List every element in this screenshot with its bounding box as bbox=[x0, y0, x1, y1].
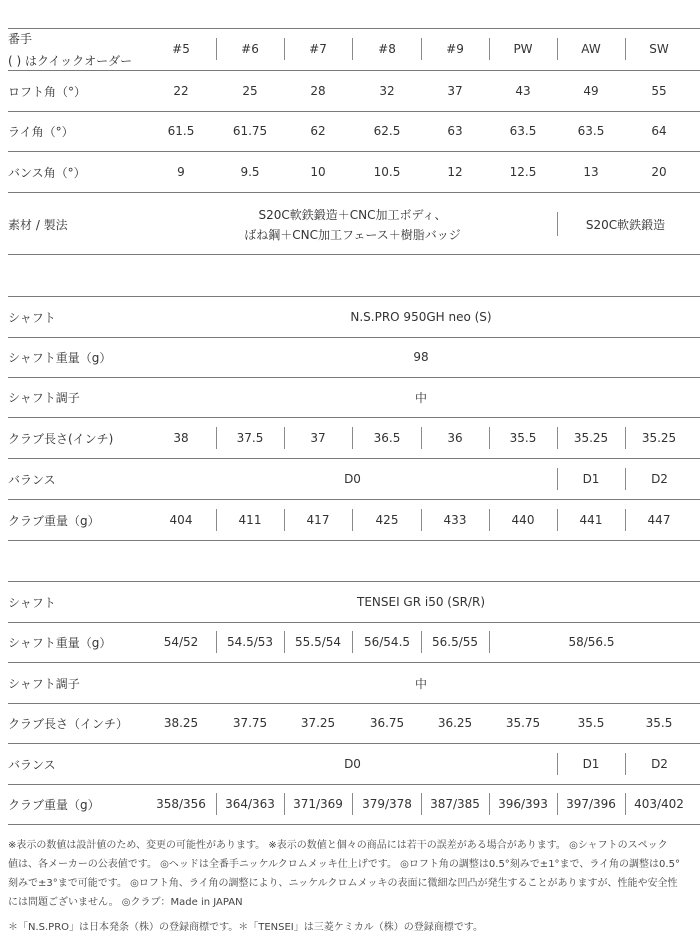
club-weight: 425 bbox=[375, 513, 399, 527]
column-header: #8 bbox=[378, 42, 396, 56]
material-body-line1: S20C軟鉄鍛造＋CNC加工ボディ、 bbox=[258, 207, 447, 222]
club-length: 35.25 bbox=[573, 431, 609, 445]
shaft-flex: 中 bbox=[414, 676, 427, 691]
column-divider bbox=[625, 427, 626, 449]
column-divider bbox=[284, 793, 285, 815]
balance-main: D0 bbox=[344, 757, 361, 771]
column-divider bbox=[216, 427, 217, 449]
lie-value: 61.75 bbox=[232, 124, 268, 138]
shaft-weight-wedge: 58/56.5 bbox=[568, 635, 615, 649]
row-divider bbox=[8, 417, 700, 418]
bounce-value: 9 bbox=[177, 165, 185, 179]
row-label: 素材 / 製法 bbox=[8, 218, 68, 232]
lie-value: 62 bbox=[310, 124, 326, 138]
row-divider bbox=[8, 743, 700, 744]
column-divider bbox=[557, 427, 558, 449]
row-label: ライ角（°） bbox=[8, 125, 74, 139]
column-divider bbox=[421, 427, 422, 449]
club-length: 35.5 bbox=[577, 716, 605, 730]
shaft-weight: 55.5/54 bbox=[294, 635, 342, 649]
column-divider bbox=[421, 793, 422, 815]
club-weight: 417 bbox=[306, 513, 330, 527]
row-divider bbox=[8, 581, 700, 582]
row-label: シャフト調子 bbox=[8, 391, 80, 405]
column-divider bbox=[557, 793, 558, 815]
club-length: 35.5 bbox=[645, 716, 673, 730]
column-header: #6 bbox=[241, 42, 259, 56]
club-weight: 447 bbox=[647, 513, 671, 527]
club-weight: 404 bbox=[169, 513, 193, 527]
column-divider bbox=[489, 427, 490, 449]
club-weight: 396/393 bbox=[498, 797, 548, 811]
note-line: には問題ございません。 ◎クラブ：Made in JAPAN bbox=[8, 897, 243, 908]
column-divider bbox=[284, 38, 285, 60]
loft-value: 25 bbox=[242, 84, 258, 98]
row-divider bbox=[8, 111, 700, 112]
row-divider bbox=[8, 622, 700, 623]
row-divider bbox=[8, 192, 700, 193]
shaft-weight: 54/52 bbox=[163, 635, 199, 649]
column-divider bbox=[216, 793, 217, 815]
column-divider bbox=[625, 793, 626, 815]
lie-value: 64 bbox=[651, 124, 667, 138]
row-divider bbox=[8, 151, 700, 152]
column-divider bbox=[284, 509, 285, 531]
balance-aw: D1 bbox=[582, 757, 600, 771]
loft-value: 32 bbox=[379, 84, 395, 98]
club-length: 36.75 bbox=[369, 716, 405, 730]
lie-value: 62.5 bbox=[373, 124, 401, 138]
club-length: 36.25 bbox=[437, 716, 473, 730]
column-divider bbox=[421, 509, 422, 531]
club-weight: 403/402 bbox=[634, 797, 684, 811]
club-length: 35.75 bbox=[505, 716, 541, 730]
row-label: 番手 bbox=[8, 32, 33, 46]
row-label: クラブ長さ（インチ） bbox=[8, 717, 129, 731]
club-weight: 364/363 bbox=[225, 797, 275, 811]
row-label: シャフト重量（g） bbox=[8, 351, 112, 365]
bounce-value: 12 bbox=[447, 165, 463, 179]
column-divider bbox=[216, 38, 217, 60]
club-length: 38.25 bbox=[163, 716, 199, 730]
club-weight: 411 bbox=[238, 513, 262, 527]
club-weight: 397/396 bbox=[566, 797, 616, 811]
material-body-line2: ばね鋼＋CNC加工フェース＋樹脂バッジ bbox=[244, 227, 461, 242]
row-label: バンス角（°） bbox=[8, 166, 86, 180]
balance-main: D0 bbox=[344, 472, 361, 486]
row-divider bbox=[8, 824, 700, 825]
row-divider bbox=[8, 296, 700, 297]
club-length: 38 bbox=[173, 431, 189, 445]
row-divider bbox=[8, 254, 700, 255]
row-divider bbox=[8, 337, 700, 338]
row-label: シャフト調子 bbox=[8, 677, 80, 691]
material-wedge: S20C軟鉄鍛造 bbox=[585, 217, 666, 232]
column-divider bbox=[489, 509, 490, 531]
column-header: AW bbox=[581, 42, 601, 56]
loft-value: 55 bbox=[651, 84, 667, 98]
row-label: クラブ重量（g） bbox=[8, 514, 100, 528]
shaft-name: TENSEI GR i50 (SR/R) bbox=[356, 595, 485, 609]
club-weight: 379/378 bbox=[362, 797, 412, 811]
column-header: #5 bbox=[172, 42, 190, 56]
club-length: 36.5 bbox=[373, 431, 401, 445]
column-divider bbox=[352, 509, 353, 531]
row-label: ロフト角（°） bbox=[8, 85, 87, 99]
bounce-value: 20 bbox=[651, 165, 667, 179]
club-length: 35.5 bbox=[509, 431, 537, 445]
bounce-value: 9.5 bbox=[240, 165, 260, 179]
column-divider bbox=[625, 38, 626, 60]
row-label: シャフト重量（g） bbox=[8, 636, 112, 650]
loft-value: 28 bbox=[310, 84, 326, 98]
club-length: 37.5 bbox=[236, 431, 264, 445]
row-divider bbox=[8, 70, 700, 71]
loft-value: 37 bbox=[447, 84, 463, 98]
row-label: クラブ重量（g） bbox=[8, 798, 100, 812]
row-divider bbox=[8, 499, 700, 500]
row-divider bbox=[8, 540, 700, 541]
shaft-flex: 中 bbox=[414, 390, 427, 405]
column-divider bbox=[352, 793, 353, 815]
note-line: 値は、各メーカーの公表値です。 ◎ヘッドは全番手ニッケルクロムメッキ仕上げです。 ◎ロフト角の調整は0.5°刻みで±1°まで、ライ角の調整は0.5° bbox=[8, 859, 680, 870]
row-divider bbox=[8, 28, 700, 29]
balance-aw: D1 bbox=[582, 472, 600, 486]
column-header: #7 bbox=[309, 42, 327, 56]
row-divider bbox=[8, 784, 700, 785]
column-header: SW bbox=[649, 42, 669, 56]
column-divider bbox=[557, 509, 558, 531]
column-divider bbox=[284, 427, 285, 449]
loft-value: 22 bbox=[173, 84, 189, 98]
shaft-name: N.S.PRO 950GH neo (S) bbox=[350, 310, 492, 324]
club-weight: 440 bbox=[511, 513, 535, 527]
note-line: 刻みで±3°まで可能です。 ◎ロフト角、ライ角の調整により、ニッケルクロムメッキの表面に微細な凹凸が発生することがありますが、性能や安全性 bbox=[8, 878, 678, 889]
balance-sw: D2 bbox=[651, 472, 668, 486]
column-header: #9 bbox=[446, 42, 464, 56]
shaft-weight: 54.5/53 bbox=[226, 635, 274, 649]
lie-value: 61.5 bbox=[167, 124, 195, 138]
shaft-weight: 56.5/55 bbox=[431, 635, 479, 649]
loft-value: 49 bbox=[583, 84, 599, 98]
column-divider bbox=[352, 38, 353, 60]
club-length: 37.75 bbox=[232, 716, 268, 730]
column-divider bbox=[421, 38, 422, 60]
trademark-note: ＊「N.S.PRO」は日本発条（株）の登録商標です。＊「TENSEI」は三菱ケミカル（株）の登録商標です。 bbox=[8, 922, 483, 933]
club-length: 37.25 bbox=[300, 716, 336, 730]
row-label: バランス bbox=[8, 758, 56, 772]
club-weight: 371/369 bbox=[293, 797, 343, 811]
column-divider bbox=[216, 509, 217, 531]
column-divider bbox=[421, 631, 422, 653]
club-weight: 441 bbox=[579, 513, 603, 527]
column-divider bbox=[352, 427, 353, 449]
club-weight: 387/385 bbox=[430, 797, 480, 811]
column-divider bbox=[352, 631, 353, 653]
shaft-weight: 56/54.5 bbox=[363, 635, 411, 649]
lie-value: 63.5 bbox=[577, 124, 605, 138]
balance-sw: D2 bbox=[651, 757, 668, 771]
shaft-weight: 98 bbox=[413, 350, 429, 364]
lie-value: 63 bbox=[447, 124, 463, 138]
row-divider bbox=[8, 703, 700, 704]
column-divider bbox=[216, 631, 217, 653]
club-weight: 433 bbox=[443, 513, 467, 527]
club-length: 36 bbox=[447, 431, 463, 445]
column-divider bbox=[284, 631, 285, 653]
row-label: シャフト bbox=[8, 311, 56, 325]
column-divider bbox=[489, 38, 490, 60]
bounce-value: 13 bbox=[583, 165, 599, 179]
row-label: シャフト bbox=[8, 596, 56, 610]
bounce-value: 10.5 bbox=[373, 165, 401, 179]
row-label: クラブ長さ(インチ) bbox=[8, 432, 114, 446]
loft-value: 43 bbox=[515, 84, 531, 98]
lie-value: 63.5 bbox=[509, 124, 537, 138]
club-length: 35.25 bbox=[641, 431, 677, 445]
bounce-value: 10 bbox=[310, 165, 326, 179]
row-divider bbox=[8, 662, 700, 663]
bounce-value: 12.5 bbox=[509, 165, 537, 179]
column-header: PW bbox=[513, 42, 533, 56]
column-divider bbox=[489, 793, 490, 815]
club-weight: 358/356 bbox=[156, 797, 206, 811]
column-divider bbox=[625, 509, 626, 531]
note-line: ※表示の数値は設計値のため、変更の可能性があります。 ※表示の数値と個々の商品には若干の誤差がある場合があります。 ◎シャフトのスペック bbox=[8, 840, 668, 851]
column-divider bbox=[557, 38, 558, 60]
club-length: 37 bbox=[310, 431, 326, 445]
row-label: ( ) はクイックオーダー bbox=[8, 54, 133, 68]
row-divider bbox=[8, 458, 700, 459]
row-divider bbox=[8, 377, 700, 378]
row-label: バランス bbox=[8, 473, 56, 487]
